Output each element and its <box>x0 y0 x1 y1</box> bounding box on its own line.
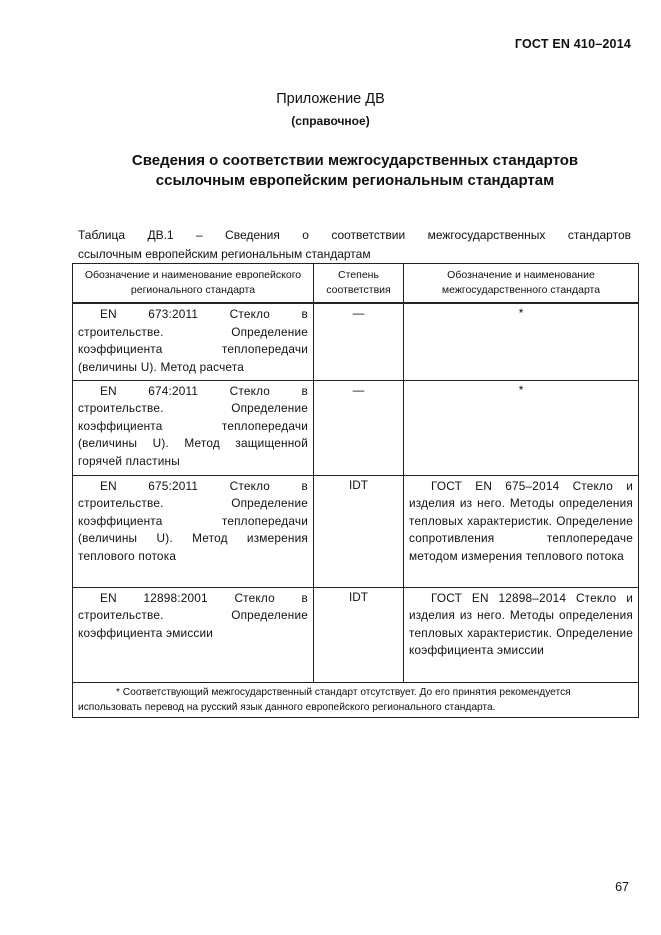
cell-degree: IDT <box>314 587 404 682</box>
document-id-header: ГОСТ EN 410–2014 <box>514 37 631 51</box>
table-row <box>73 380 639 475</box>
cell-european: EN 673:2011 Стекло в строительстве. Определение коэффициента теплопередачи (величины U). Метод расчета <box>73 303 314 380</box>
table-footnote-row <box>73 682 639 717</box>
correspondence-table <box>72 263 639 718</box>
page-number: 67 <box>615 880 629 894</box>
table-row <box>73 303 639 380</box>
table-header-row <box>73 264 639 304</box>
table-footnote: * Соответствующий межгосударственный стандарт отсутствует. До его принятия рекомендуется использовать перевод на русский язык данного европейского регионального стандарта. <box>73 682 639 717</box>
table-row <box>73 587 639 682</box>
table-caption: Таблица ДВ.1 – Сведения о соответствии межгосударственных стандартов <box>78 228 631 242</box>
header-interstate-standard: Обозначение и наименование межгосударственного стандарта <box>404 264 639 304</box>
cell-european: EN 674:2011 Стекло в строительстве. Определение коэффициента теплопередачи (величины U). Метод защищенной горячей пластины <box>73 380 314 475</box>
cell-interstate: ГОСТ EN 675–2014 Стекло и изделия из него. Методы определения тепловых характеристик. Определение сопротивления теплопередаче методом измерения теплового потока <box>404 475 639 587</box>
annex-subtitle: (справочное) <box>291 114 370 128</box>
section-title-line-2: ссылочным европейским региональным стандартам <box>155 172 555 189</box>
section-title <box>60 151 650 191</box>
header-european-standard: Обозначение и наименование европейского регионального стандарта <box>73 264 314 304</box>
cell-degree: — <box>314 380 404 475</box>
cell-interstate: ГОСТ EN 12898–2014 Стекло и изделия из него. Методы определения тепловых характеристик. Определение коэффициента эмиссии <box>404 587 639 682</box>
cell-interstate: * <box>404 380 639 475</box>
header-degree: Степень соответствия <box>314 264 404 304</box>
cell-degree: — <box>314 303 404 380</box>
table-row <box>73 475 639 587</box>
cell-degree: IDT <box>314 475 404 587</box>
annex-title: Приложение ДВ <box>276 91 385 107</box>
section-title-line-1: Сведения о соответствии межгосударственных стандартов <box>131 152 579 169</box>
cell-interstate: * <box>404 303 639 380</box>
table-caption-continued: ссылочным европейским региональным стандартам <box>78 247 371 261</box>
cell-european: EN 12898:2001 Стекло в строительстве. Определение коэффициента эмиссии <box>73 587 314 682</box>
cell-european: EN 675:2011 Стекло в строительстве. Определение коэффициента теплопередачи (величины U). Метод измерения теплового потока <box>73 475 314 587</box>
